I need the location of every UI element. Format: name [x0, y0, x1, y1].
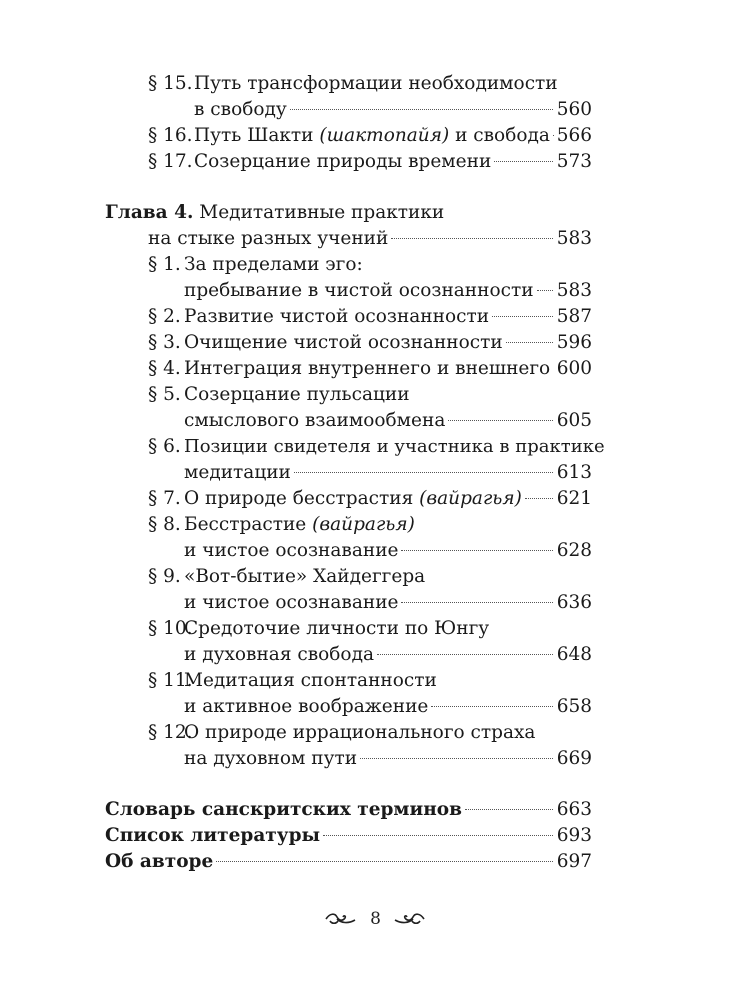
page-number: 658 [556, 696, 592, 717]
toc-entry-c6-line2 [184, 460, 592, 486]
entry-title: Путь Шакти (шактопайя) и свобода [194, 125, 550, 146]
chapter-4-heading-line2 [148, 226, 592, 252]
leader-dots [431, 705, 553, 707]
section-symbol: § [148, 566, 158, 587]
entry-title-line2: и духовная свобода [184, 644, 374, 665]
section-number: 17. [163, 151, 193, 172]
section-number: 5. [163, 384, 181, 405]
toc-backmatter-glossary[interactable] [105, 797, 592, 823]
leader-dots [290, 108, 553, 110]
entry-title-line1: За пределами эго: [184, 254, 363, 275]
toc-entry-c9-line2 [184, 590, 592, 616]
page-number: 605 [556, 410, 592, 431]
toc-backmatter-bibliography[interactable] [105, 823, 592, 849]
chapter-title-line2: на стыке разных учений [148, 228, 389, 249]
leader-dots [401, 549, 553, 551]
page-number: 573 [556, 151, 592, 172]
section-number: 16. [163, 125, 193, 146]
leader-dots [525, 497, 553, 499]
toc-entry-c10[interactable] [148, 616, 592, 642]
toc-entry-c9[interactable] [148, 564, 592, 590]
leader-dots [360, 757, 553, 759]
toc-entry-c11-line2 [184, 694, 592, 720]
entry-title-line1: О природе иррационального страха [184, 722, 536, 743]
page-number: 697 [556, 851, 592, 872]
section-number: 10. [163, 618, 193, 639]
page-number-footer: 8 [370, 908, 381, 929]
chapter-label: Глава 4. [105, 202, 194, 223]
leader-dots [401, 601, 553, 603]
entry-title-line2: и активное воображение [184, 696, 429, 717]
entry-title: Об авторе [105, 851, 214, 872]
toc-entry-c8-line2 [184, 538, 592, 564]
toc-backmatter-about-author[interactable] [105, 849, 592, 875]
leader-dots [216, 860, 553, 862]
page-number: 663 [556, 799, 592, 820]
section-number: 12. [163, 722, 193, 743]
section-number: 1. [163, 254, 181, 275]
entry-title-line1: Средоточие личности по Юнгу [184, 618, 490, 639]
page-number: 583 [556, 228, 592, 249]
entry-title-line2: медитации [184, 462, 291, 483]
leader-dots [537, 289, 553, 291]
leader-dots [323, 834, 553, 836]
page-number: 628 [556, 540, 592, 561]
page-number: 621 [556, 488, 592, 509]
entry-title: Словарь санскритских терминов [105, 799, 462, 820]
toc-entry-c12-line2 [184, 746, 592, 772]
page-number: 636 [556, 592, 592, 613]
entry-title-line2: на духовном пути [184, 748, 358, 769]
page-number: 560 [556, 99, 592, 120]
toc-entry-15-line2 [194, 97, 592, 123]
section-number: 2. [163, 306, 181, 327]
section-symbol: § [148, 618, 158, 639]
entry-title-line1: Путь трансформации необходимости [194, 73, 558, 94]
section-symbol: § [148, 436, 158, 457]
toc-entry-c12[interactable] [148, 720, 592, 746]
page-number: 669 [556, 748, 592, 769]
toc-entry-c7[interactable] [148, 486, 592, 512]
section-number: 11. [163, 670, 193, 691]
toc-entry-c8[interactable] [148, 512, 592, 538]
section-number: 6. [163, 436, 181, 457]
section-symbol: § [148, 125, 158, 146]
section-number: 4. [163, 358, 181, 379]
chapter-title-line1: Медитативные практики [193, 202, 445, 223]
section-symbol: § [148, 514, 158, 535]
toc-entry-15[interactable] [148, 71, 592, 97]
leader-dots [448, 419, 553, 421]
toc-entry-c5-line2 [184, 408, 592, 434]
section-symbol: § [148, 670, 158, 691]
leader-dots [492, 315, 553, 317]
section-symbol: § [148, 332, 158, 353]
leader-dots [377, 653, 553, 655]
toc-entry-c5[interactable] [148, 382, 592, 408]
ornament-right-icon [392, 907, 426, 931]
page-number: 693 [556, 825, 592, 846]
entry-title-line1: Позиции свидетеля и участника в практике [184, 436, 605, 457]
section-number: 15. [163, 73, 193, 94]
section-number: 8. [163, 514, 181, 535]
section-number: 9. [163, 566, 181, 587]
section-symbol: § [148, 151, 158, 172]
section-symbol: § [148, 306, 158, 327]
entry-title-line2: смыслового взаимообмена [184, 410, 446, 431]
entry-title-line1: Созерцание пульсации [184, 384, 410, 405]
toc-entry-c1-line2 [184, 278, 592, 304]
entry-title: Список литературы [105, 825, 321, 846]
toc-entry-17[interactable] [148, 149, 592, 175]
page-footer [0, 907, 750, 931]
section-symbol: § [148, 722, 158, 743]
section-symbol: § [148, 254, 158, 275]
entry-title: Интеграция внутреннего и внешнего [184, 358, 551, 379]
leader-dots [465, 808, 553, 810]
toc-entry-16[interactable] [148, 123, 592, 149]
toc-entry-c10-line2 [184, 642, 592, 668]
page-number: 648 [556, 644, 592, 665]
section-number: 7. [163, 488, 181, 509]
page-number: 583 [556, 280, 592, 301]
page-number: 613 [556, 462, 592, 483]
entry-title-line2: пребывание в чистой осознанности [184, 280, 534, 301]
leader-dots [494, 160, 553, 162]
entry-title: Развитие чистой осознанности [184, 306, 490, 327]
entry-title-line2: и чистое осознавание [184, 540, 399, 561]
ornament-left-icon [324, 907, 364, 931]
entry-title: О природе бесстрастия (вайрагья) [184, 488, 522, 509]
chapter-4-heading[interactable] [105, 200, 592, 226]
toc-entry-c4[interactable] [148, 356, 592, 382]
section-symbol: § [148, 358, 158, 379]
toc-entry-c1[interactable] [148, 252, 592, 278]
entry-title: Созерцание природы времени [194, 151, 492, 172]
page-number: 600 [556, 358, 592, 379]
entry-title-line2: и чистое осознавание [184, 592, 399, 613]
toc-entry-c3[interactable] [148, 330, 592, 356]
entry-title-line1: Бесстрастие (вайрагья) [184, 514, 415, 535]
entry-title-line1: Медитация спонтанности [184, 670, 437, 691]
section-symbol: § [148, 384, 158, 405]
leader-dots [391, 237, 553, 239]
toc-entry-c11[interactable] [148, 668, 592, 694]
leader-dots [506, 341, 553, 343]
leader-dots [294, 471, 553, 473]
entry-title-line2: в свободу [194, 99, 287, 120]
page-number: 587 [556, 306, 592, 327]
entry-title-line1: «Вот-бытие» Хайдеггера [184, 566, 426, 587]
section-number: 3. [163, 332, 181, 353]
entry-title: Очищение чистой осознанности [184, 332, 503, 353]
section-symbol: § [148, 488, 158, 509]
page-number: 566 [556, 125, 592, 146]
section-symbol: § [148, 73, 158, 94]
page-number: 596 [556, 332, 592, 353]
toc-entry-c2[interactable] [148, 304, 592, 330]
toc-entry-c6[interactable] [148, 434, 605, 460]
